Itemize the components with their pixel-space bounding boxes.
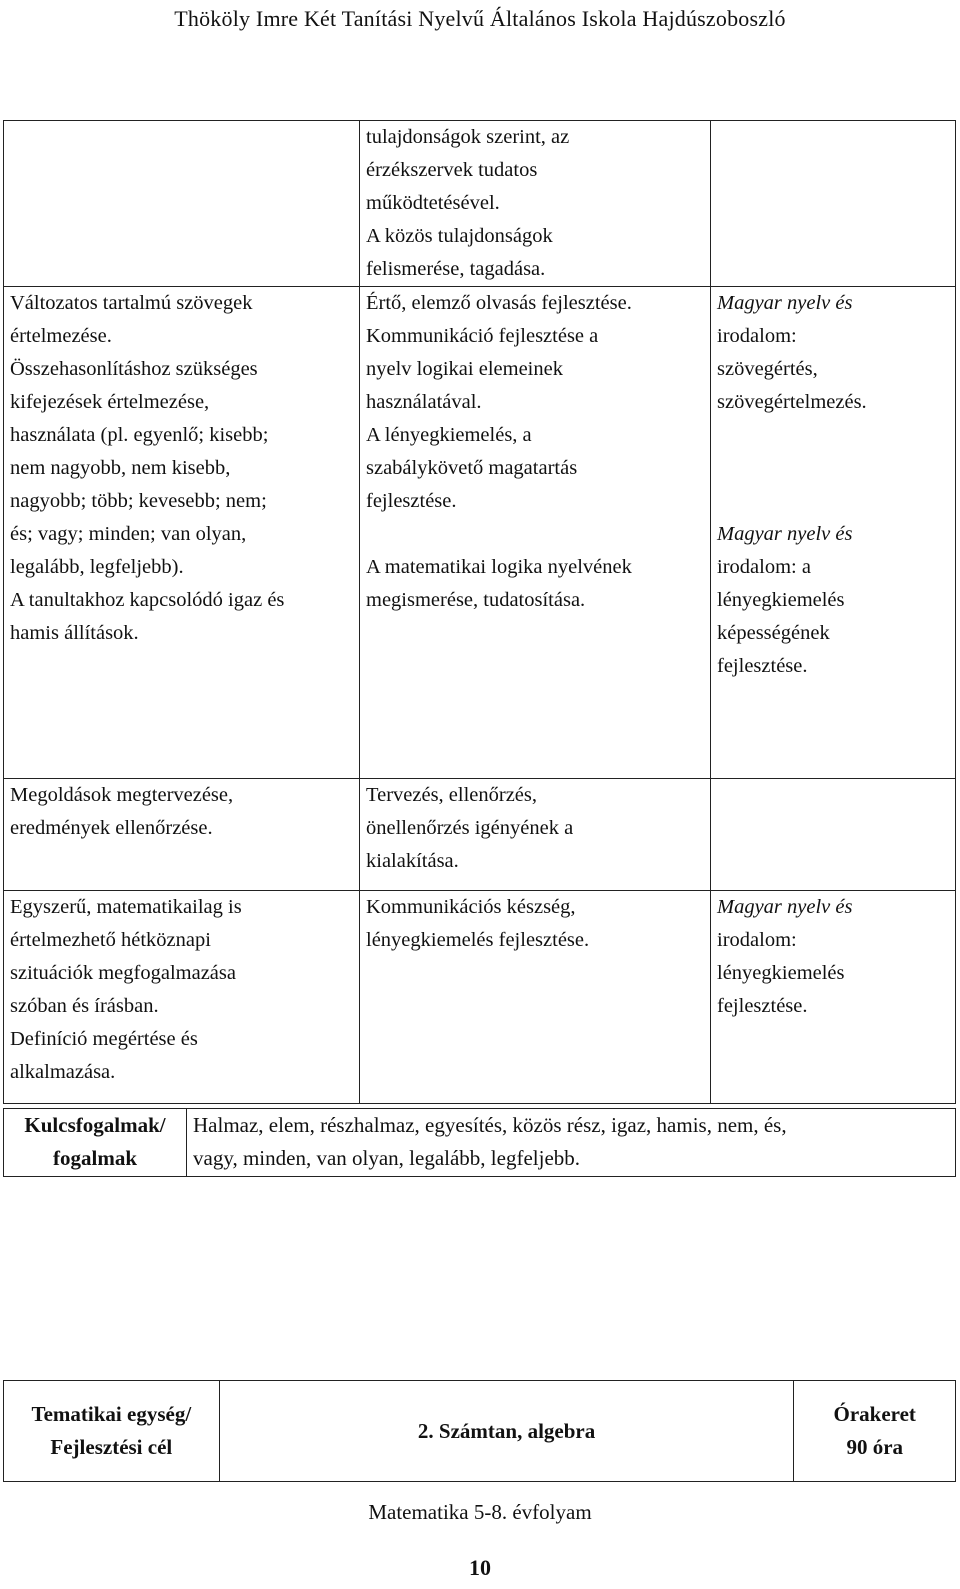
table-cell bbox=[360, 287, 711, 779]
key-concepts-text: Halmaz, elem, részhalmaz, egyesítés, közös rész, igaz, hamis, nem, és, vagy, minden, van olyan, legalább, legfeljebb. bbox=[187, 1109, 956, 1177]
content-table bbox=[3, 120, 956, 1104]
table-row bbox=[4, 121, 956, 287]
table-row bbox=[4, 1381, 956, 1482]
table-row bbox=[4, 779, 956, 891]
table-cell: tulajdonságok szerint, az érzékszervek tudatos működtetésével. A közös tulajdonságok felismerése, tagadása. bbox=[360, 121, 711, 287]
page-header: Thököly Imre Két Tanítási Nyelvű Általános Iskola Hajdúszoboszló bbox=[174, 6, 786, 31]
table-cell: Tervezés, ellenőrzés, önellenőrzés igényének a kialakítása. bbox=[360, 779, 711, 891]
table-cell: Változatos tartalmú szövegek értelmezése. Összehasonlításhoz szükséges kifejezések értelmezése, használata (pl. egyenlő; kisebb; nem nagyobb, nem kisebb, nagyobb; több; kevesebb; nem; és; vagy; minden; van olyan, legalább, legfeljebb). A tanultakhoz kapcsolódó igaz és hamis állítások. bbox=[4, 287, 360, 779]
subject-name: Magyar nyelv és bbox=[717, 292, 853, 314]
table-cell: Kommunikációs készség, lényegkiemelés fejlesztése. bbox=[360, 891, 711, 1104]
table-row bbox=[4, 1109, 956, 1177]
subject-name: Magyar nyelv és bbox=[717, 523, 853, 545]
topic-label: Tematikai egység/ Fejlesztési cél bbox=[4, 1381, 220, 1482]
table-cell bbox=[711, 891, 956, 1104]
table-cell bbox=[711, 779, 956, 891]
page-number: 10 bbox=[469, 1555, 491, 1580]
cell-paragraph: Értő, elemző olvasás fejlesztése. Kommunikáció fejlesztése a nyelv logikai elemeinek használatával. A lényegkiemelés, a szabálykövető magatartás fejlesztése. bbox=[366, 292, 632, 512]
cell-paragraph: irodalom: szövegértés, szövegértelmezés. bbox=[717, 325, 867, 413]
table-row bbox=[4, 287, 956, 779]
table-cell bbox=[711, 121, 956, 287]
table-cell bbox=[711, 287, 956, 779]
cell-paragraph: A matematikai logika nyelvének megismerése, tudatosítása. bbox=[366, 556, 632, 611]
subject-name: Magyar nyelv és bbox=[717, 896, 853, 918]
table-cell: Megoldások megtervezése, eredmények ellenőrzése. bbox=[4, 779, 360, 891]
table-cell bbox=[4, 121, 360, 287]
hours-label: Órakeret 90 óra bbox=[794, 1381, 956, 1482]
cell-paragraph: irodalom: a lényegkiemelés képességének fejlesztése. bbox=[717, 556, 845, 677]
key-concepts-table bbox=[3, 1108, 956, 1177]
table-cell: Egyszerű, matematikailag is értelmezhető hétköznapi szituációk megfogalmazása szóban és írásban. Definíció megértése és alkalmazása. bbox=[4, 891, 360, 1104]
topic-table bbox=[3, 1380, 956, 1482]
cell-paragraph: irodalom: lényegkiemelés fejlesztése. bbox=[717, 929, 845, 1017]
key-concepts-label: Kulcsfogalmak/ fogalmak bbox=[4, 1109, 187, 1177]
page-footer: Matematika 5-8. évfolyam bbox=[368, 1500, 592, 1524]
table-row bbox=[4, 891, 956, 1104]
topic-title: 2. Számtan, algebra bbox=[219, 1381, 794, 1482]
